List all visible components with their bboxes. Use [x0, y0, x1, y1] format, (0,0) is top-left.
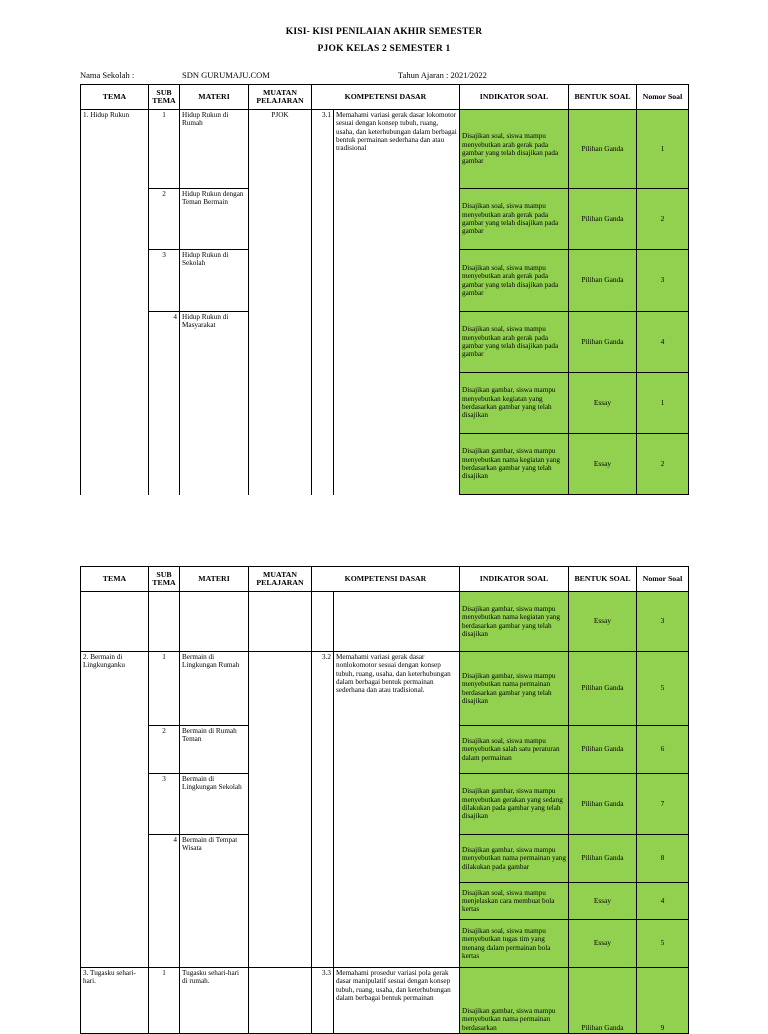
header-nomor: Nomor Soal — [637, 85, 689, 110]
header-indikator: INDIKATOR SOAL — [460, 567, 569, 592]
indikator-cell: Disajikan soal, siswa mampu menyebutkan arah gerak pada gambar yang telah disajikan pada gambar — [460, 312, 569, 373]
materi-cell: Bermain di Lingkungan Sekolah — [180, 774, 249, 835]
tema-cell: 1. Hidup Rukun — [81, 110, 149, 495]
subtema-cell-empty — [149, 592, 180, 652]
indikator-cell: Disajikan gambar, siswa mampu menyebutkan nama permainan berdasarkan — [460, 968, 569, 1034]
indikator-cell: Disajikan soal, siswa mampu menyebutkan salah satu peraturan dalam permainan — [460, 726, 569, 774]
muatan-cell: PJOK — [249, 110, 312, 495]
nomor-cell: 5 — [637, 920, 689, 968]
materi-cell: Hidup Rukun di Rumah — [180, 110, 249, 189]
subtema-number: 2 — [149, 726, 180, 774]
kd-number: 3.1 — [312, 110, 334, 495]
indikator-cell: Disajikan soal, siswa mampu menyebutkan arah gerak pada gambar yang telah disajikan pada gambar — [460, 250, 569, 312]
academic-year: Tahun Ajaran : 2021/2022 — [398, 70, 487, 80]
subtema-number: 3 — [149, 250, 180, 312]
bentuk-cell: Pilihan Ganda — [569, 110, 637, 189]
bentuk-cell: Pilihan Ganda — [569, 189, 637, 250]
subtema-number: 1 — [149, 110, 180, 189]
school-label: Nama Sekolah : — [80, 70, 135, 80]
document-title: KISI- KISI PENILAIAN AKHIR SEMESTER — [285, 27, 483, 37]
header-tema: TEMA — [81, 567, 149, 592]
nomor-cell: 1 — [637, 373, 689, 434]
subtema-number: 2 — [149, 189, 180, 250]
nomor-cell: 2 — [637, 189, 689, 250]
nomor-cell: 1 — [637, 110, 689, 189]
nomor-cell: 9 — [637, 968, 689, 1034]
nomor-cell: 4 — [637, 883, 689, 920]
bentuk-cell: Essay — [569, 592, 637, 652]
indikator-cell: Disajikan soal, siswa mampu menyebutkan arah gerak pada gambar yang telah disajikan pada gambar — [460, 189, 569, 250]
indikator-cell: Disajikan soal, siswa mampu menyebutkan tugas tim yang menang dalam permainan bola kertas — [460, 920, 569, 968]
subtema-number: 1 — [149, 652, 180, 726]
bentuk-cell: Pilihan Ganda — [569, 726, 637, 774]
bentuk-cell: Essay — [569, 434, 637, 495]
header-kd: KOMPETENSI DASAR — [312, 85, 460, 110]
subtema-number: 3 — [149, 774, 180, 835]
indikator-cell: Disajikan gambar, siswa mampu menyebutkan kegiatan yang berdasarkan gambar yang telah disajikan — [460, 373, 569, 434]
kd-text: Memahami prosedur variasi pola gerak dasar manipulatif sesuai dengan konsep tubuh, ruang, usaha, dan keterhubungan dalam berbagai bentuk permainan — [334, 968, 460, 1034]
bentuk-cell: Pilihan Ganda — [569, 652, 637, 726]
subtema-number: 4 — [149, 312, 180, 495]
header-materi: MATERI — [180, 567, 249, 592]
header-muatan: MUATAN PELAJARAN — [249, 85, 312, 110]
nomor-cell: 4 — [637, 312, 689, 373]
materi-cell: Hidup Rukun dengan Teman Bermain — [180, 189, 249, 250]
school-name: SDN GURUMAJU.COM — [182, 70, 270, 80]
nomor-cell: 5 — [637, 652, 689, 726]
indikator-cell: Disajikan gambar, siswa mampu menyebutkan gerakan yang sedang dilakukan pada gambar yang telah disajikan — [460, 774, 569, 835]
kd-text: Memahami variasi gerak dasar nonlokomotor sesuai dengan konsep tubuh, ruang, usaha, dan keterhubungan dalam berbagai bentuk permainan sederhana dan atau tradisional. — [334, 652, 460, 968]
bentuk-cell: Essay — [569, 920, 637, 968]
kd-number: 3.2 — [312, 652, 334, 968]
indikator-cell: Disajikan gambar, siswa mampu menyebutkan nama kegiatan yang berdasarkan gambar yang telah disajikan — [460, 592, 569, 652]
nomor-cell: 3 — [637, 592, 689, 652]
document-subtitle: PJOK KELAS 2 SEMESTER 1 — [317, 44, 451, 54]
bentuk-cell: Pilihan Ganda — [569, 774, 637, 835]
kisi-table-2 — [80, 566, 689, 1034]
indikator-cell: Disajikan gambar, siswa mampu menyebutkan nama permainan berdasarkan gambar yang telah disajikan — [460, 652, 569, 726]
nomor-cell: 8 — [637, 835, 689, 883]
materi-cell: Hidup Rukun di Sekolah — [180, 250, 249, 312]
materi-cell: Tugasku sehari-hari di rumah. — [180, 968, 249, 1034]
materi-cell: Bermain di Rumah Teman — [180, 726, 249, 774]
header-bentuk: BENTUK SOAL — [569, 85, 637, 110]
kd-number-empty — [312, 592, 334, 652]
kd-number: 3.3 — [312, 968, 334, 1034]
subtema-number: 1 — [149, 968, 180, 1034]
header-nomor: Nomor Soal — [637, 567, 689, 592]
nomor-cell: 6 — [637, 726, 689, 774]
header-kd: KOMPETENSI DASAR — [312, 567, 460, 592]
kisi-table-1 — [80, 84, 689, 495]
subtema-number: 4 — [149, 835, 180, 968]
nomor-cell: 3 — [637, 250, 689, 312]
header-subtema: SUB TEMA — [149, 85, 180, 110]
materi-cell-empty — [180, 592, 249, 652]
materi-cell: Bermain di Tempat Wisata — [180, 835, 249, 968]
kd-text: Memahami variasi gerak dasar lokomotor sesuai dengan konsep tubuh, ruang, usaha, dan keterhubungan dalam berbagai bentuk permainan sederhana dan atau tradisional — [334, 110, 460, 495]
materi-cell: Hidup Rukun di Masyarakat — [180, 312, 249, 495]
indikator-cell: Disajikan gambar, siswa mampu menyebutkan nama kegiatan yang berdasarkan gambar yang telah disajikan — [460, 434, 569, 495]
header-materi: MATERI — [180, 85, 249, 110]
bentuk-cell: Pilihan Ganda — [569, 968, 637, 1034]
muatan-cell — [249, 652, 312, 968]
materi-cell: Bermain di Lingkungan Rumah — [180, 652, 249, 726]
indikator-cell: Disajikan gambar, siswa mampu menyebutkan nama permainan yang dilakukan pada gambar — [460, 835, 569, 883]
indikator-cell: Disajikan soal, siswa mampu menyebutkan arah gerak pada gambar yang telah disajikan pada gambar — [460, 110, 569, 189]
bentuk-cell: Pilihan Ganda — [569, 835, 637, 883]
kd-text-empty — [334, 592, 460, 652]
header-bentuk: BENTUK SOAL — [569, 567, 637, 592]
header-tema: TEMA — [81, 85, 149, 110]
tema-cell-empty — [81, 592, 149, 652]
indikator-cell: Disajikan soal, siswa mampu menjelaskan cara membuat bola kertas — [460, 883, 569, 920]
nomor-cell: 7 — [637, 774, 689, 835]
header-muatan: MUATAN PELAJARAN — [249, 567, 312, 592]
bentuk-cell: Essay — [569, 883, 637, 920]
nomor-cell: 2 — [637, 434, 689, 495]
bentuk-cell: Pilihan Ganda — [569, 250, 637, 312]
muatan-cell-empty — [249, 592, 312, 652]
bentuk-cell: Pilihan Ganda — [569, 312, 637, 373]
tema-cell: 2. Bermain di Lingkunganku — [81, 652, 149, 968]
tema-cell: 3. Tugasku sehari- hari. — [81, 968, 149, 1034]
header-subtema: SUB TEMA — [149, 567, 180, 592]
bentuk-cell: Essay — [569, 373, 637, 434]
header-indikator: INDIKATOR SOAL — [460, 85, 569, 110]
